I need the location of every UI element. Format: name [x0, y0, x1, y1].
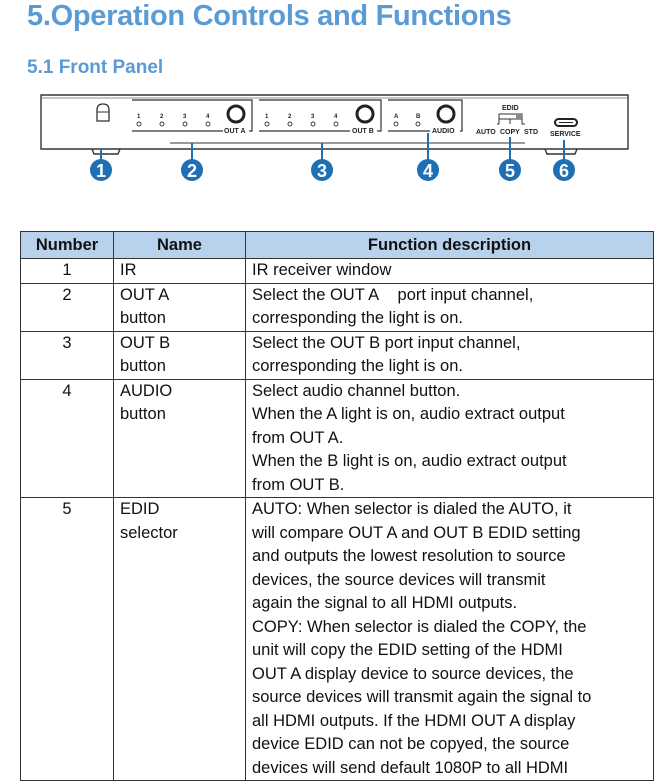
row-description-line: When the B light is on, audio extract output — [252, 452, 567, 470]
row-description-line: Select the OUT B port input channel, — [252, 333, 521, 352]
service-label: SERVICE — [550, 131, 581, 138]
table-row — [21, 498, 654, 781]
out-a-led-indicator — [206, 122, 210, 126]
row-description-line: from OUT A. — [252, 428, 344, 447]
table-row — [21, 331, 654, 379]
row-name-line: OUT B — [120, 333, 171, 352]
row-number: 2 — [21, 283, 114, 331]
row-description-line: from OUT B. — [252, 475, 345, 494]
table-row — [21, 283, 654, 331]
callout-number: 1 — [95, 161, 107, 181]
row-description-line: OUT A display device to source devices, the — [252, 664, 574, 683]
row-description-line: IR receiver window — [252, 261, 392, 279]
out-b-led-label: 4 — [334, 114, 338, 120]
audio-button[interactable] — [438, 106, 454, 122]
function-table — [20, 231, 654, 781]
row-name-line: button — [120, 405, 166, 423]
audio-led-label: B — [416, 114, 421, 120]
row-description-line: devices will send default 1080P to all HDMI — [252, 758, 569, 777]
table-header-row — [21, 232, 654, 259]
row-name-line: AUDIO — [120, 381, 173, 400]
row-description-line: corresponding the light is on. — [252, 309, 463, 327]
out-b-led-label: 1 — [265, 114, 269, 120]
row-name — [114, 331, 246, 379]
row-description-line: AUTO: When selector is dialed the AUTO, it — [252, 500, 572, 518]
header-function-description: Function description — [246, 232, 654, 259]
row-name-line: IR — [120, 261, 137, 279]
row-description-line: unit will copy the EDID setting of the HDMI — [252, 641, 563, 659]
row-description-line: corresponding the light is on. — [252, 357, 463, 375]
row-description — [246, 331, 654, 379]
edid-label: EDID — [502, 105, 519, 112]
row-number: 3 — [21, 331, 114, 379]
row-description-line: source devices will transmit again the signal to — [252, 688, 592, 706]
out-a-led-label: 1 — [137, 114, 141, 120]
out-a-led-label: 3 — [183, 114, 187, 120]
row-description-line: devices, the source devices will transmit — [252, 570, 546, 589]
subsection-title: 5.1 Front Panel — [27, 57, 164, 78]
callout-number: 2 — [186, 161, 198, 181]
out-b-button[interactable] — [357, 106, 373, 122]
out-a-led-indicator — [137, 122, 141, 126]
callout-number: 6 — [558, 161, 570, 181]
header-number: Number — [21, 232, 114, 259]
row-description-line: again the signal to all HDMI outputs. — [252, 594, 518, 612]
audio-label: AUDIO — [432, 128, 455, 135]
edid-position-copy: COPY — [500, 129, 520, 136]
table-row — [21, 379, 654, 498]
out-a-led-indicator — [183, 122, 187, 126]
out-a-button[interactable] — [228, 106, 244, 122]
edid-position-auto: AUTO — [476, 129, 496, 136]
row-description — [246, 379, 654, 498]
out-b-led-indicator — [311, 122, 315, 126]
row-description-line: and outputs the lowest resolution to source — [252, 547, 566, 565]
row-name-line: selector — [120, 523, 178, 542]
out-a-led-indicator — [160, 122, 164, 126]
row-name-line: EDID — [120, 500, 160, 518]
out-a-led-label: 4 — [206, 114, 210, 120]
row-name-line: button — [120, 357, 166, 375]
row-name-line: OUT A — [120, 285, 170, 304]
row-name — [114, 379, 246, 498]
out-b-led-indicator — [334, 122, 338, 126]
audio-led-indicator — [416, 122, 420, 126]
callout-number: 5 — [504, 161, 516, 181]
row-description-line: When the A light is on, audio extract output — [252, 405, 565, 423]
out-b-led-label: 2 — [288, 114, 292, 120]
row-name-line: button — [120, 309, 166, 327]
row-name — [114, 259, 246, 284]
row-description-line: COPY: When selector is dialed the COPY, the — [252, 617, 587, 636]
row-description-line: device EDID can not be copyed, the source — [252, 735, 570, 753]
out-b-led-indicator — [288, 122, 292, 126]
row-description-line: will compare OUT A and OUT B EDID setting — [252, 523, 581, 542]
callout-number: 3 — [316, 161, 328, 181]
out-b-led-indicator — [265, 122, 269, 126]
row-number: 1 — [21, 259, 114, 284]
out-a-led-label: 2 — [160, 114, 164, 120]
row-name — [114, 498, 246, 781]
row-description — [246, 259, 654, 284]
edid-position-std: STD — [524, 129, 538, 136]
row-name — [114, 283, 246, 331]
audio-led-indicator — [394, 122, 398, 126]
out-b-led-label: 3 — [311, 114, 315, 120]
row-number: 4 — [21, 379, 114, 498]
row-description — [246, 498, 654, 781]
audio-led-label: A — [394, 114, 399, 120]
row-description-line: Select audio channel button. — [252, 381, 461, 400]
header-name: Name — [114, 232, 246, 259]
out-b-label: OUT B — [352, 128, 374, 135]
section-title: 5.Operation Controls and Functions — [27, 0, 512, 32]
row-description-line: all HDMI outputs. If the HDMI OUT A display — [252, 711, 576, 730]
row-description — [246, 283, 654, 331]
front-panel-diagram — [0, 88, 670, 188]
out-a-label: OUT A — [224, 128, 246, 135]
callout-number: 4 — [422, 161, 434, 181]
table-row — [21, 259, 654, 284]
row-number: 5 — [21, 498, 114, 781]
row-description-line: Select the OUT A port input channel, — [252, 285, 534, 304]
